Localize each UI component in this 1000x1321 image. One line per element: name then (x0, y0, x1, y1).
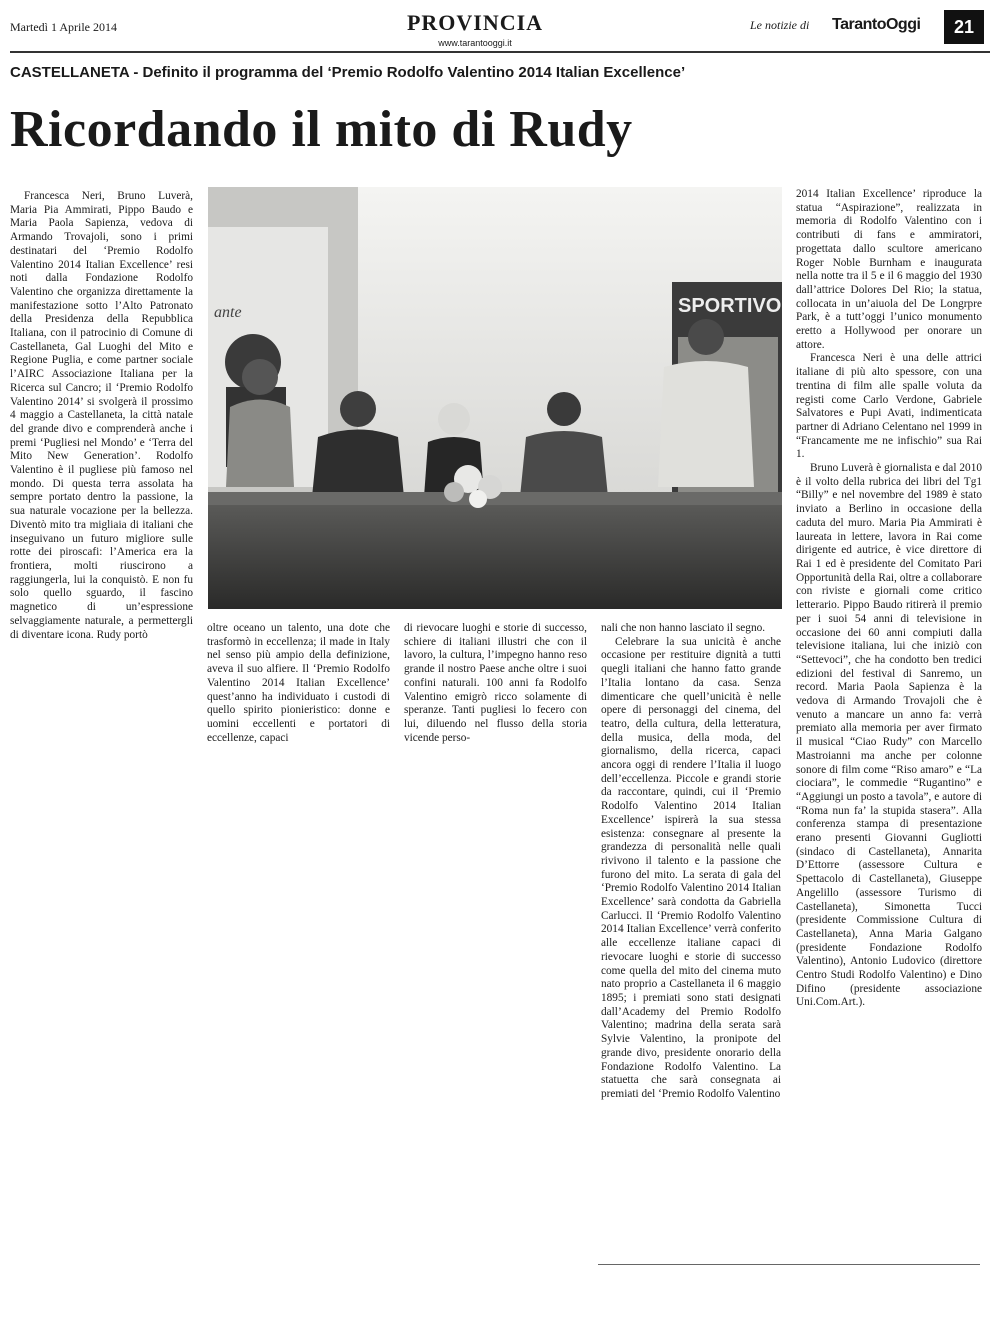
header-divider (10, 51, 990, 53)
article-column-2 (207, 622, 390, 745)
page-header (0, 0, 1000, 56)
newspaper-logo: TarantoOggi (832, 16, 921, 33)
article-column-3 (404, 622, 587, 745)
paragraph: Francesca Neri, Bruno Luverà, Maria Pia Ammirati, Pippo Baudo e Maria Paola Sapienza, vedova di Armando Trovajoli, sono i primi destinatari del ‘Premio Rodolfo Valentino 2014 Italian Excellence’ resi noti dalla Fondazione Rodolfo Valentino che organizza direttamente la manifestazione sotto l’Alto Patronato della Presidenza della Repubblica Italiana, con il patrocinio di Comune di Castellaneta, Gal Luoghi del Mito e Regione Puglia, e come partner sociale l’AIRC Associazione Italiana per la Ricerca sul Cancro; il ‘Premio Rodolfo Valentino 2014’ si svolgerà il prossimo 4 maggio a Castellaneta, la città natale del grande divo e comprenderà anche i premi ‘Pugliesi nel Mondo’ e ‘Terra del Mito New Generation’. Rodolfo Valentino è il pugliese più famoso nel mondo. Di questa terra assolata ha sempre portato dentro la passione, la sua naturale vocazione per la bellezza. Diventò mito tra migliaia di italiani che inseguivano un futuro migliore sulle rotte dei piroscafi: l’America era la frontiera, molti riuscirono a raggiungerla, lui la conquistò. E non fu solo quello sguardo, il fascino magnetico di un’espressione selvaggiamente naturale, a permettergli di diventare icona. Rudy portò (10, 190, 193, 641)
section-title: PROVINCIA (406, 10, 544, 35)
article-column-4 (601, 622, 781, 1102)
article-kicker: CASTELLANETA - Definito il programma del ‘Premio Rodolfo Valentino 2014 Italian Excellence’ (10, 64, 686, 81)
poster-script: ante (214, 304, 242, 321)
paragraph: Celebrare la sua unicità è anche occasione per restituire dignità a tutti quegli italiani che hanno fatto grande l’Italia lontano da casa. Senza dimenticare che quell’unicità è nelle opere di personaggi del cinema, del teatro, della cultura, della letteratura, della musica, della moda, del giornalismo, della ricerca, capaci ancora oggi di rendere l’Italia il luogo dell’eccellenza. Piccole e grandi storie da raccontare, quindi, cui il ‘Premio Rodolfo Valentino 2014 Italian Excellence’ ispirerà la sua stessa esistenza: consegnare al presente la grandezza di personalità nelle quali rivivono il talento e la passione che furono del mito. La serata di gala del ‘Premio Rodolfo Valentino 2014 Italian Excellence’ sarà condotta da Gabriella Carlucci. Il ‘Premio Rodolfo Valentino 2014 Italian Excellence’ verrà conferito alle eccellenze italiane capaci di rievocare luoghi e storie di successo come quella del mito del cinema muto nato proprio a Castellaneta il 6 maggio 1895; i premiati sono stati designati dall’Academy del Premio Rodolfo Valentino; madrina della serata sarà Sylvie Valentino, la pronipote del grande divo, presidente onorario della Fondazione Rodolfo Valentino. La statuetta che sarà consegnata ai premiati del ‘Premio Rodolfo Valentino (601, 635, 781, 1100)
article-end-rule (598, 1264, 980, 1265)
paragraph: Francesca Neri è una delle attrici italiane di più alto spessore, con una trentina di film alle spalle voluta da registi come Carlo Verdone, Gabriele Salvatores e Pupi Avati, indimenticata partner di Adriano Celentano nel 1999 in “Francamente me ne infischio” sua Rai 1. (796, 352, 982, 461)
site-url[interactable]: www.tarantooggi.it (438, 38, 512, 48)
paragraph: oltre oceano un talento, una dote che trasformò in eccellenza; il made in Italy nel senso più ampio della definizione, aveva il suo alfiere. Il ‘Premio Rodolfo Valentino 2014 Italian Excellence’ quest’anno ha individuato i custodi di quello spirito pionieristico: donne e uomini eccellenti e portatori di eccellenze, capaci (207, 622, 390, 744)
article-photo (208, 187, 782, 609)
article-column-1 (10, 190, 193, 642)
brand-tagline: Le notizie di (750, 18, 810, 32)
poster-text: SPORTIVO (678, 295, 782, 317)
issue-date: Martedì 1 Aprile 2014 (10, 20, 117, 34)
paragraph: nali che non hanno lasciato il segno. (601, 622, 766, 634)
paragraph: 2014 Italian Excellence’ riproduce la statua “Aspirazione”, realizzata in memoria di Rodolfo Valentino con i contributi di fans e ammiratori, progettata dallo scultore americano Roger Noble Burnham e inaugurata nella notte tra il 5 e il 6 maggio del 1930 dall’attrice Dolores Del Rio; la statua, collocata in un’aiuola del De Longrpre Park, è a tutt’oggi l’unico monumento eretto a Hollywood per onorare un attore. (796, 188, 982, 351)
page-number: 21 (944, 10, 984, 44)
paragraph: di rievocare luoghi e storie di successo, schiere di italiani illustri che con il lavoro, la cultura, l’impegno hanno reso grande il nostro Paese anche oltre i suoi confini naturali. 100 anni fa Rodolfo Valentino emigrò ricco solamente di speranze. Tanti pugliesi lo fecero con lui, diluendo nel flusso della storia vicende perso- (404, 622, 587, 744)
article-headline: Ricordando il mito di Rudy (10, 101, 633, 158)
paragraph: Bruno Luverà è giornalista e dal 2010 è il volto della rubrica dei libri del Tg1 “Billy” e nel novembre del 1989 è stato inviato a Berlino in occasione della caduta del muro. Maria Pia Ammirati è laureata in lettere, lavora in Rai come dirigente ed autrice, è vice direttore di Rai 1 ed è presidente del Comitato Pari Opportunità della Rai, oltre a collaborare con riviste e giornali come critico letterario. Pippo Baudo ritirerà il premio per i suoi 54 anni di televisione in occasione dei 60 anni compiuti dalla televisione italiana, lui che iniziò con “Settevoci”, che ha condotto ben tredici edizioni del festival di Sanremo, un record. Maria Paola Sapienza è la vedova di Armando Trovajoli che è venuto a mancare un anno fa: verrà premiato alla memoria per aver firmato il musical “Ciao Rudy” con Marcello Mastroianni ma anche per colonne sonore di film come “Riso amaro” e “La ciociara”, le commedie “Rugantino” e “Aggiungi un posto a tavola”, e autore di “Roma nun fa’ la stupida stasera”. Alla conferenza stampa di presentazione erano presenti Giovanni Gugliotti (sindaco di Castellaneta), Annarita D’Ettorre (assessore Cultura e Spettacolo di Castellaneta), Giuseppe Angelillo (assessore Turismo di Castellaneta), Simonetta Tucci (presidente Commissione Cultura di Castellaneta), Anna Maria Galgano (presidente Fondazione Rodolfo Valentino), Antonio Ludovico (direttore Centro Studi Rodolfo Valentino) e Dino Difino (presidente associazione Uni.Com.Art.). (796, 462, 982, 1009)
article-column-5 (796, 188, 982, 1010)
